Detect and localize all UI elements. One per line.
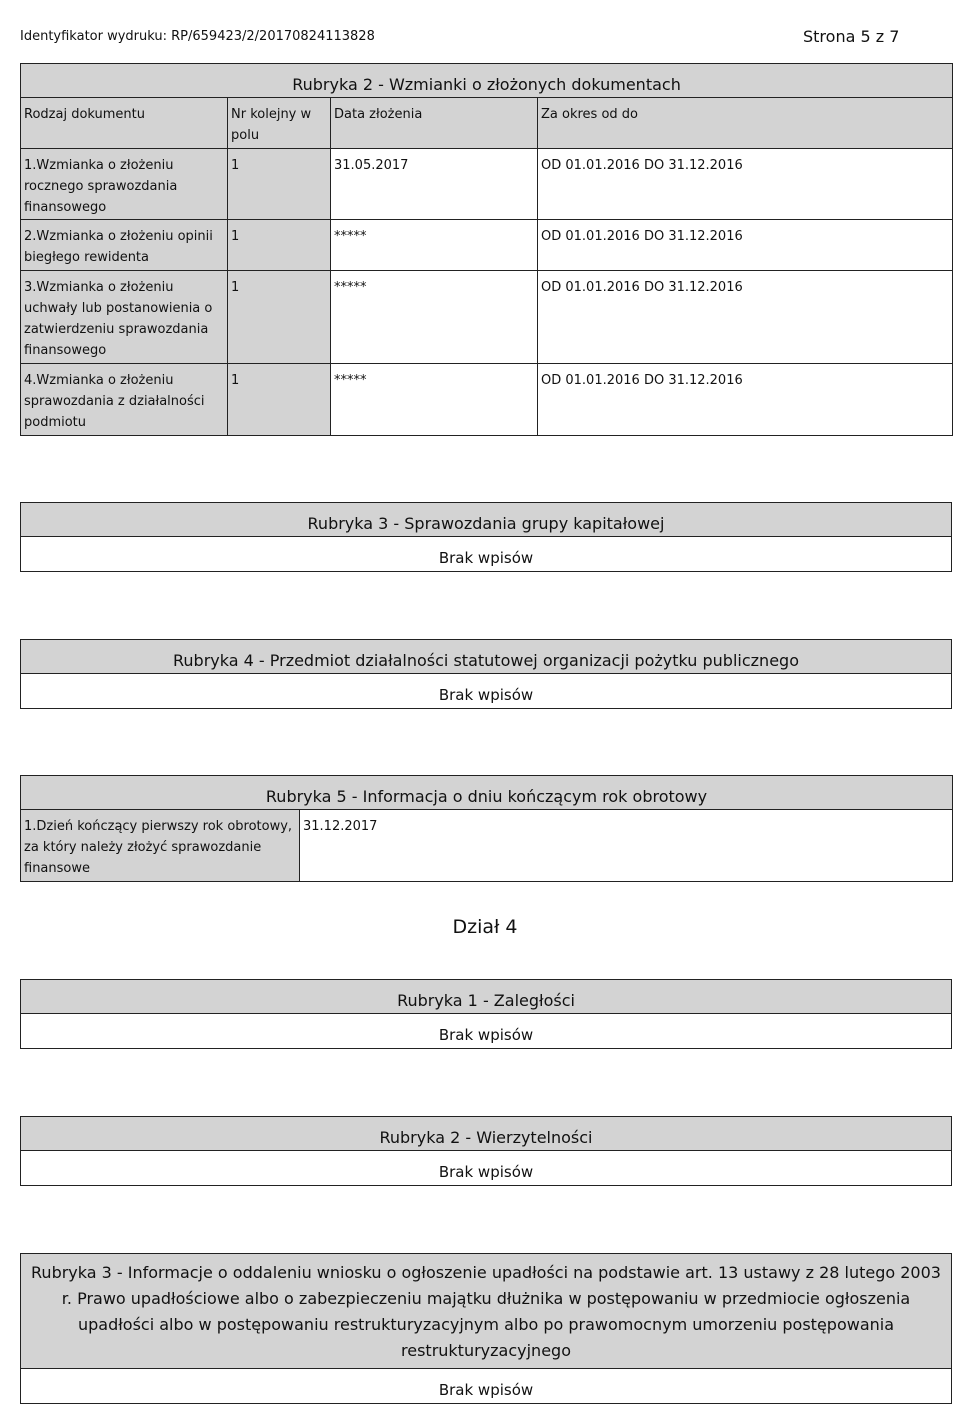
dzial-4-rubryka-1-table bbox=[20, 979, 952, 1049]
filing-date-cell: 31.05.2017 bbox=[331, 149, 538, 220]
rubryka-5-table bbox=[20, 775, 953, 882]
table-row bbox=[21, 220, 953, 271]
sequence-number-cell: 1 bbox=[228, 364, 331, 436]
document-type-cell: 2.Wzmianka o złożeniu opinii biegłego rewidenta bbox=[21, 220, 228, 271]
column-header: Rodzaj dokumentu bbox=[21, 98, 228, 149]
no-entries-text: Brak wpisów bbox=[21, 1014, 952, 1049]
no-entries-text: Brak wpisów bbox=[21, 537, 952, 572]
column-header: Za okres od do bbox=[538, 98, 953, 149]
rubryka-3-table bbox=[20, 502, 952, 572]
sequence-number-cell: 1 bbox=[228, 149, 331, 220]
period-cell: OD 01.01.2016 DO 31.12.2016 bbox=[538, 220, 953, 271]
period-cell: OD 01.01.2016 DO 31.12.2016 bbox=[538, 271, 953, 364]
rubryka-2-table bbox=[20, 63, 953, 436]
table-row bbox=[21, 149, 953, 220]
sequence-number-cell: 1 bbox=[228, 220, 331, 271]
table-row bbox=[21, 364, 953, 436]
period-cell: OD 01.01.2016 DO 31.12.2016 bbox=[538, 149, 953, 220]
page-number: Strona 5 z 7 bbox=[803, 27, 900, 46]
page-header bbox=[20, 0, 950, 60]
filing-date-cell: ***** bbox=[331, 271, 538, 364]
column-header: Data złożenia bbox=[331, 98, 538, 149]
rubryka-5-title: Rubryka 5 - Informacja o dniu kończącym rok obrotowy bbox=[21, 776, 953, 810]
no-entries-text: Brak wpisów bbox=[21, 674, 952, 709]
table-header-row bbox=[21, 98, 953, 149]
filing-date-cell: ***** bbox=[331, 220, 538, 271]
dzial-4-rubryka-3-title: Rubryka 3 - Informacje o oddaleniu wniosku o ogłoszenie upadłości na podstawie art. 13 ustawy z 28 lutego 2003 r. Prawo upadłościowe albo o zabezpieczeniu majątku dłużnika w postępowaniu w przedmiocie ogłoszenia upadłości albo w postępowaniu restrukturyzacyjnym albo po prawomocnym umorzeniu postępowania restrukturyzacyjnego bbox=[21, 1254, 952, 1369]
document-type-cell: 4.Wzmianka o złożeniu sprawozdania z działalności podmiotu bbox=[21, 364, 228, 436]
print-identifier: Identyfikator wydruku: RP/659423/2/20170824113828 bbox=[20, 29, 375, 44]
column-header: Nr kolejny w polu bbox=[228, 98, 331, 149]
dzial-4-rubryka-3-table bbox=[20, 1253, 952, 1404]
sequence-number-cell: 1 bbox=[228, 271, 331, 364]
section-title: Dział 4 bbox=[452, 916, 518, 938]
no-entries-text: Brak wpisów bbox=[21, 1369, 952, 1404]
rubryka-4-table bbox=[20, 639, 952, 709]
dzial-4-rubryka-2-title: Rubryka 2 - Wierzytelności bbox=[21, 1117, 952, 1151]
dzial-4-rubryka-2-table bbox=[20, 1116, 952, 1186]
fiscal-year-end-value: 31.12.2017 bbox=[300, 810, 953, 882]
document-type-cell: 3.Wzmianka o złożeniu uchwały lub postanowienia o zatwierdzeniu sprawozdania finansowego bbox=[21, 271, 228, 364]
period-cell: OD 01.01.2016 DO 31.12.2016 bbox=[538, 364, 953, 436]
rubryka-4-title: Rubryka 4 - Przedmiot działalności statutowej organizacji pożytku publicznego bbox=[21, 640, 952, 674]
table-row bbox=[21, 810, 953, 882]
rubryka-3-title: Rubryka 3 - Sprawozdania grupy kapitałowej bbox=[21, 503, 952, 537]
fiscal-year-end-label: 1.Dzień kończący pierwszy rok obrotowy, za który należy złożyć sprawozdanie finansowe bbox=[21, 810, 300, 882]
document-type-cell: 1.Wzmianka o złożeniu rocznego sprawozdania finansowego bbox=[21, 149, 228, 220]
dzial-4-rubryka-1-title: Rubryka 1 - Zaległości bbox=[21, 980, 952, 1014]
filing-date-cell: ***** bbox=[331, 364, 538, 436]
table-row bbox=[21, 271, 953, 364]
no-entries-text: Brak wpisów bbox=[21, 1151, 952, 1186]
rubryka-2-title: Rubryka 2 - Wzmianki o złożonych dokumentach bbox=[21, 64, 953, 98]
